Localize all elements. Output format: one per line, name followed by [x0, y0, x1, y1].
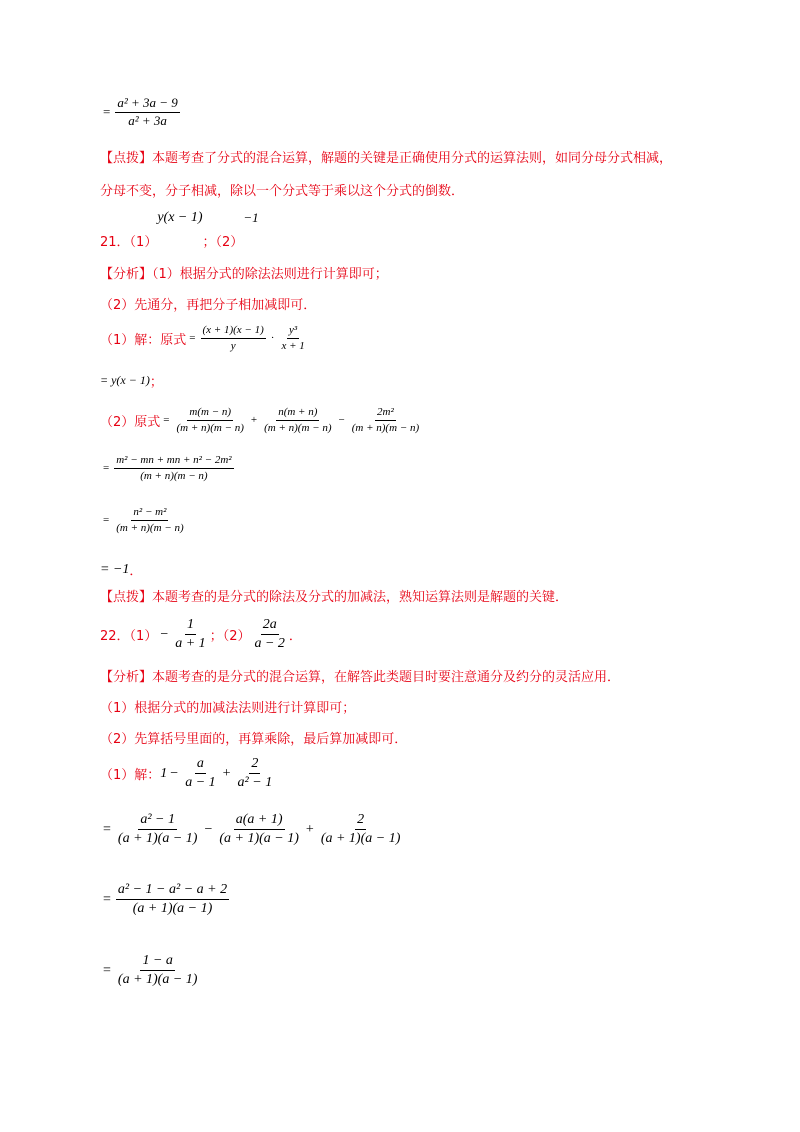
solution-label: （1）解： — [100, 768, 161, 784]
denominator: (a + 1)(a − 1) — [117, 831, 198, 847]
punctuation: ； — [149, 375, 163, 390]
denominator: x + 1 — [281, 339, 305, 352]
fraction — [114, 506, 185, 534]
numerator: 1 — [185, 617, 196, 635]
equals-sign: = — [189, 332, 196, 345]
denominator: a − 2 — [254, 636, 285, 652]
numerator: 2a — [261, 617, 279, 635]
equals-sign: = — [103, 462, 110, 475]
equals-sign: = — [103, 514, 110, 527]
fraction — [252, 617, 286, 652]
denominator: (m + n)(m − n) — [176, 421, 244, 434]
analysis-line-2: （2）先通分，再把分子相加减即可． — [100, 298, 317, 313]
fraction — [114, 454, 233, 482]
denominator: a² − 1 — [237, 775, 273, 791]
numerator: a² − 1 − a² − a + 2 — [116, 882, 229, 900]
analysis-line-4: （1）根据分式的加减法法则进行计算即可； — [100, 701, 356, 716]
question-number: 21．（1） — [100, 235, 158, 250]
fraction-result-line — [100, 96, 182, 129]
equals-sign: = — [103, 821, 111, 837]
denominator: (a + 1)(a − 1) — [132, 901, 213, 917]
numerator: m(m − n) — [187, 406, 233, 421]
analysis-line-1: 【分析】（1）根据分式的除法法则进行计算即可； — [100, 267, 388, 282]
fraction — [201, 324, 266, 352]
solution-label: （2）原式 — [100, 414, 161, 430]
solution-3-step-2 — [100, 882, 231, 917]
denominator: a² + 3a — [128, 112, 167, 128]
solution-3-line — [100, 756, 276, 791]
numerator: 2 — [355, 812, 366, 830]
solution-2-step-2 — [100, 506, 188, 534]
result-expression: = y(x − 1) — [100, 373, 150, 387]
answer-separator: ；（2） — [209, 629, 251, 645]
solution-2-step-1 — [100, 454, 236, 482]
numerator: 2m² — [375, 406, 396, 421]
remark-line-2: 分母不变，分子相减，除以一个分式等于乘以这个分式的倒数． — [100, 184, 465, 199]
fraction — [116, 882, 229, 917]
answer-separator: ；（2） — [202, 235, 244, 250]
fraction — [350, 406, 421, 434]
fraction — [262, 406, 333, 434]
denominator: (a + 1)(a − 1) — [320, 831, 401, 847]
question-21-answer — [100, 210, 259, 250]
solution-label: （1）解：原式 — [100, 332, 187, 348]
denominator: (m + n)(m − n) — [264, 421, 332, 434]
numerator: a — [195, 756, 206, 774]
denominator: (a + 1)(a − 1) — [219, 831, 299, 847]
punctuation: ． — [129, 564, 143, 579]
equals-sign: = — [163, 414, 170, 427]
fraction — [173, 617, 207, 652]
analysis-line-5: （2）先算括号里面的，再算乘除，最后算加减即可． — [100, 732, 408, 747]
question-22-answer — [100, 617, 302, 652]
equals-sign: = — [103, 104, 111, 120]
numerator: a² + 3a − 9 — [115, 96, 179, 113]
denominator: a + 1 — [175, 636, 206, 652]
equals-sign: = — [103, 891, 111, 907]
answer-1: y(x − 1) — [157, 210, 203, 225]
result-expression: = −1 — [100, 561, 130, 577]
numerator: 2 — [249, 756, 260, 774]
fraction — [116, 812, 200, 847]
denominator: (m + n)(m − n) — [351, 421, 420, 434]
minus-sign: − — [204, 821, 213, 837]
denominator: (a + 1)(a − 1) — [117, 972, 198, 988]
minus-sign: − — [170, 765, 179, 781]
solution-1-line — [100, 324, 309, 352]
denominator: y — [230, 339, 236, 352]
fraction — [217, 812, 301, 847]
fraction — [236, 756, 275, 791]
numerator: y³ — [287, 324, 299, 339]
remark-line-1: 【点拨】本题考查了分式的混合运算，解题的关键是正确使用分式的运算法则，如同分母分式相减， — [100, 151, 673, 166]
solution-3-step-1 — [100, 812, 404, 847]
plus-sign: + — [305, 821, 314, 837]
numerator: n² − m² — [131, 506, 168, 521]
minus-sign: − — [338, 414, 345, 427]
numerator: n(m + n) — [276, 406, 319, 421]
solution-3-step-3 — [100, 953, 201, 988]
solution-1-result — [100, 371, 163, 390]
fraction — [319, 812, 403, 847]
denominator: (m + n)(m − n) — [116, 521, 184, 534]
numerator: m² − mn + mn + n² − 2m² — [114, 454, 233, 469]
fraction — [116, 953, 200, 988]
punctuation: ． — [288, 629, 302, 645]
numerator: a(a + 1) — [234, 812, 285, 830]
numerator: (x + 1)(x − 1) — [201, 324, 266, 339]
plus-sign: + — [222, 765, 231, 781]
plus-sign: + — [250, 414, 258, 427]
solution-2-line — [100, 406, 423, 434]
numerator: a² − 1 — [138, 812, 177, 830]
answer-2: −1 — [243, 210, 259, 225]
leading-term: 1 — [160, 765, 168, 781]
numerator: 1 − a — [140, 953, 174, 971]
question-number: 22．（1） — [100, 629, 158, 645]
minus-sign: − — [160, 626, 169, 642]
fraction — [279, 324, 306, 352]
remark-line-3: 【点拨】本题考查的是分式的除法及分式的加减法，熟知运算法则是解题的关键． — [100, 590, 569, 605]
denominator: (m + n)(m − n) — [140, 469, 208, 482]
multiply-sign: · — [270, 332, 275, 345]
analysis-line-3: 【分析】本题考查的是分式的混合运算，在解答此类题目时要注意通分及约分的灵活应用． — [100, 670, 621, 685]
fraction — [115, 96, 179, 129]
equals-sign: = — [103, 962, 111, 978]
solution-2-result — [100, 560, 142, 579]
fraction — [183, 756, 217, 791]
fraction — [175, 406, 246, 434]
denominator: a − 1 — [185, 775, 216, 791]
